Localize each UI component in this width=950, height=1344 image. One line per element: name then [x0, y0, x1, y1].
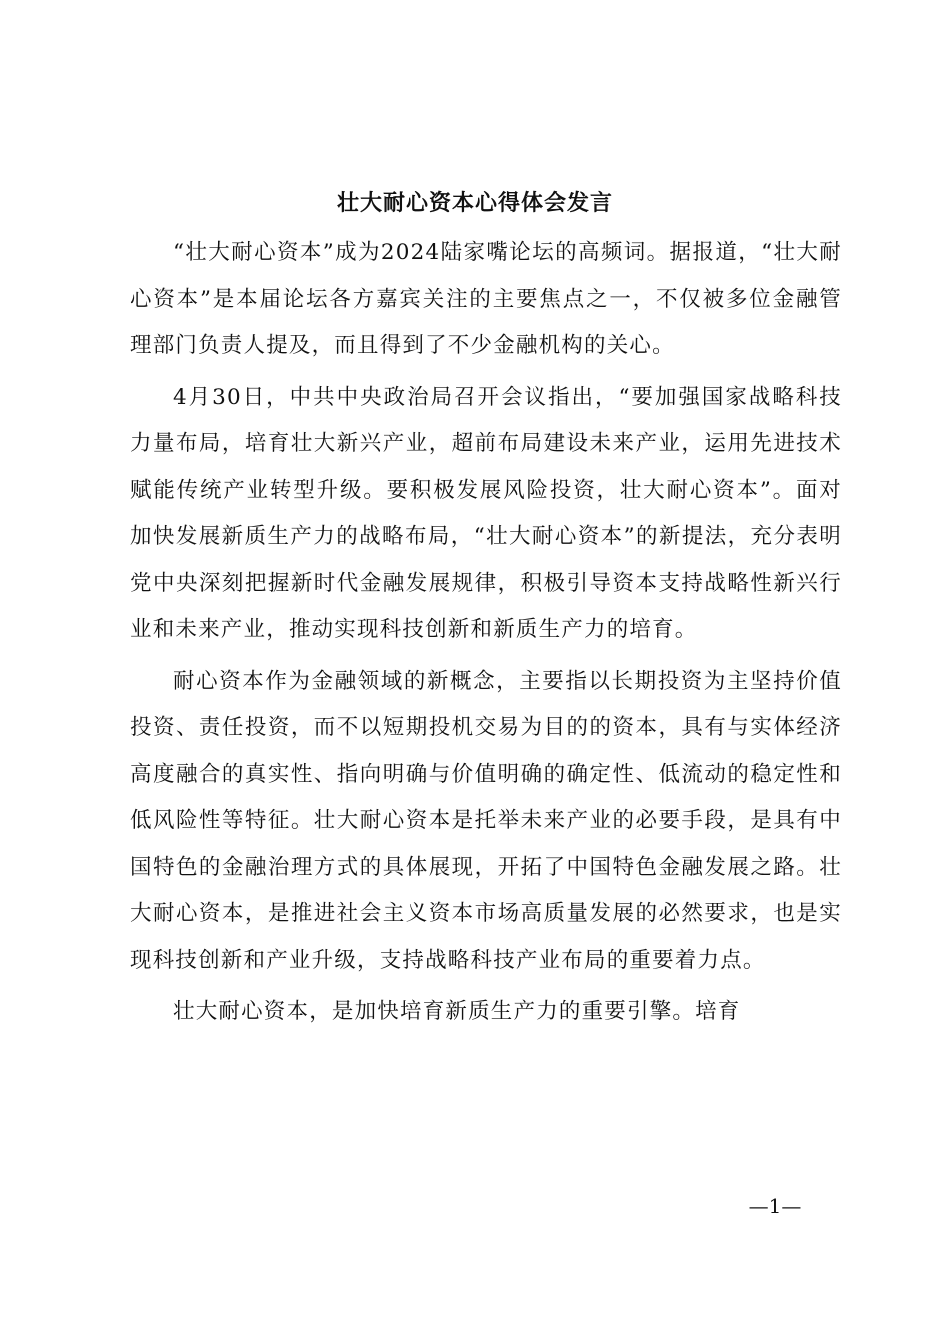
paragraph-1: “壮大耐心资本”成为2024陆家嘴论坛的高频词。据报道，“壮大耐心资本”是本届论坛各方嘉宾关注的主要焦点之一，不仅被多位金融管理部门负责人提及，而且得到了不少金融机构的关心。 [130, 240, 842, 358]
document-title: 壮大耐心资本心得体会发言 [336, 190, 613, 216]
page-number: —1— [748, 1194, 802, 1218]
paragraph-3: 耐心资本作为金融领域的新概念，主要指以长期投资为主坚持价值投资、责任投资，而不以短期投机交易为目的的资本，具有与实体经济高度融合的真实性、指向明确与价值明确的确定性、低流动的稳定性和低风险性等特征。壮大耐心资本是托举未来产业的必要手段，是具有中国特色的金融治理方式的具体展现，开拓了中国特色金融发展之路。壮大耐心资本，是推进社会主义资本市场高质量发展的必然要求，也是实现科技创新和产业升级，支持战略科技产业布局的重要着力点。 [130, 668, 842, 973]
paragraph-2: 4月30日，中共中央政治局召开会议指出，“要加强国家战略科技力量布局，培育壮大新兴产业，超前布局建设未来产业，运用先进技术赋能传统产业转型升级。要积极发展风险投资，壮大耐心资本”。面对加快发展新质生产力的战略布局，“壮大耐心资本”的新提法，充分表明党中央深刻把握新时代金融发展规律，积极引导资本支持战略性新兴行业和未来产业，推动实现科技创新和新质生产力的培育。 [130, 384, 842, 642]
paragraph-4: 壮大耐心资本，是加快培育新质生产力的重要引擎。培育 [173, 999, 741, 1024]
document-body [130, 230, 842, 1041]
